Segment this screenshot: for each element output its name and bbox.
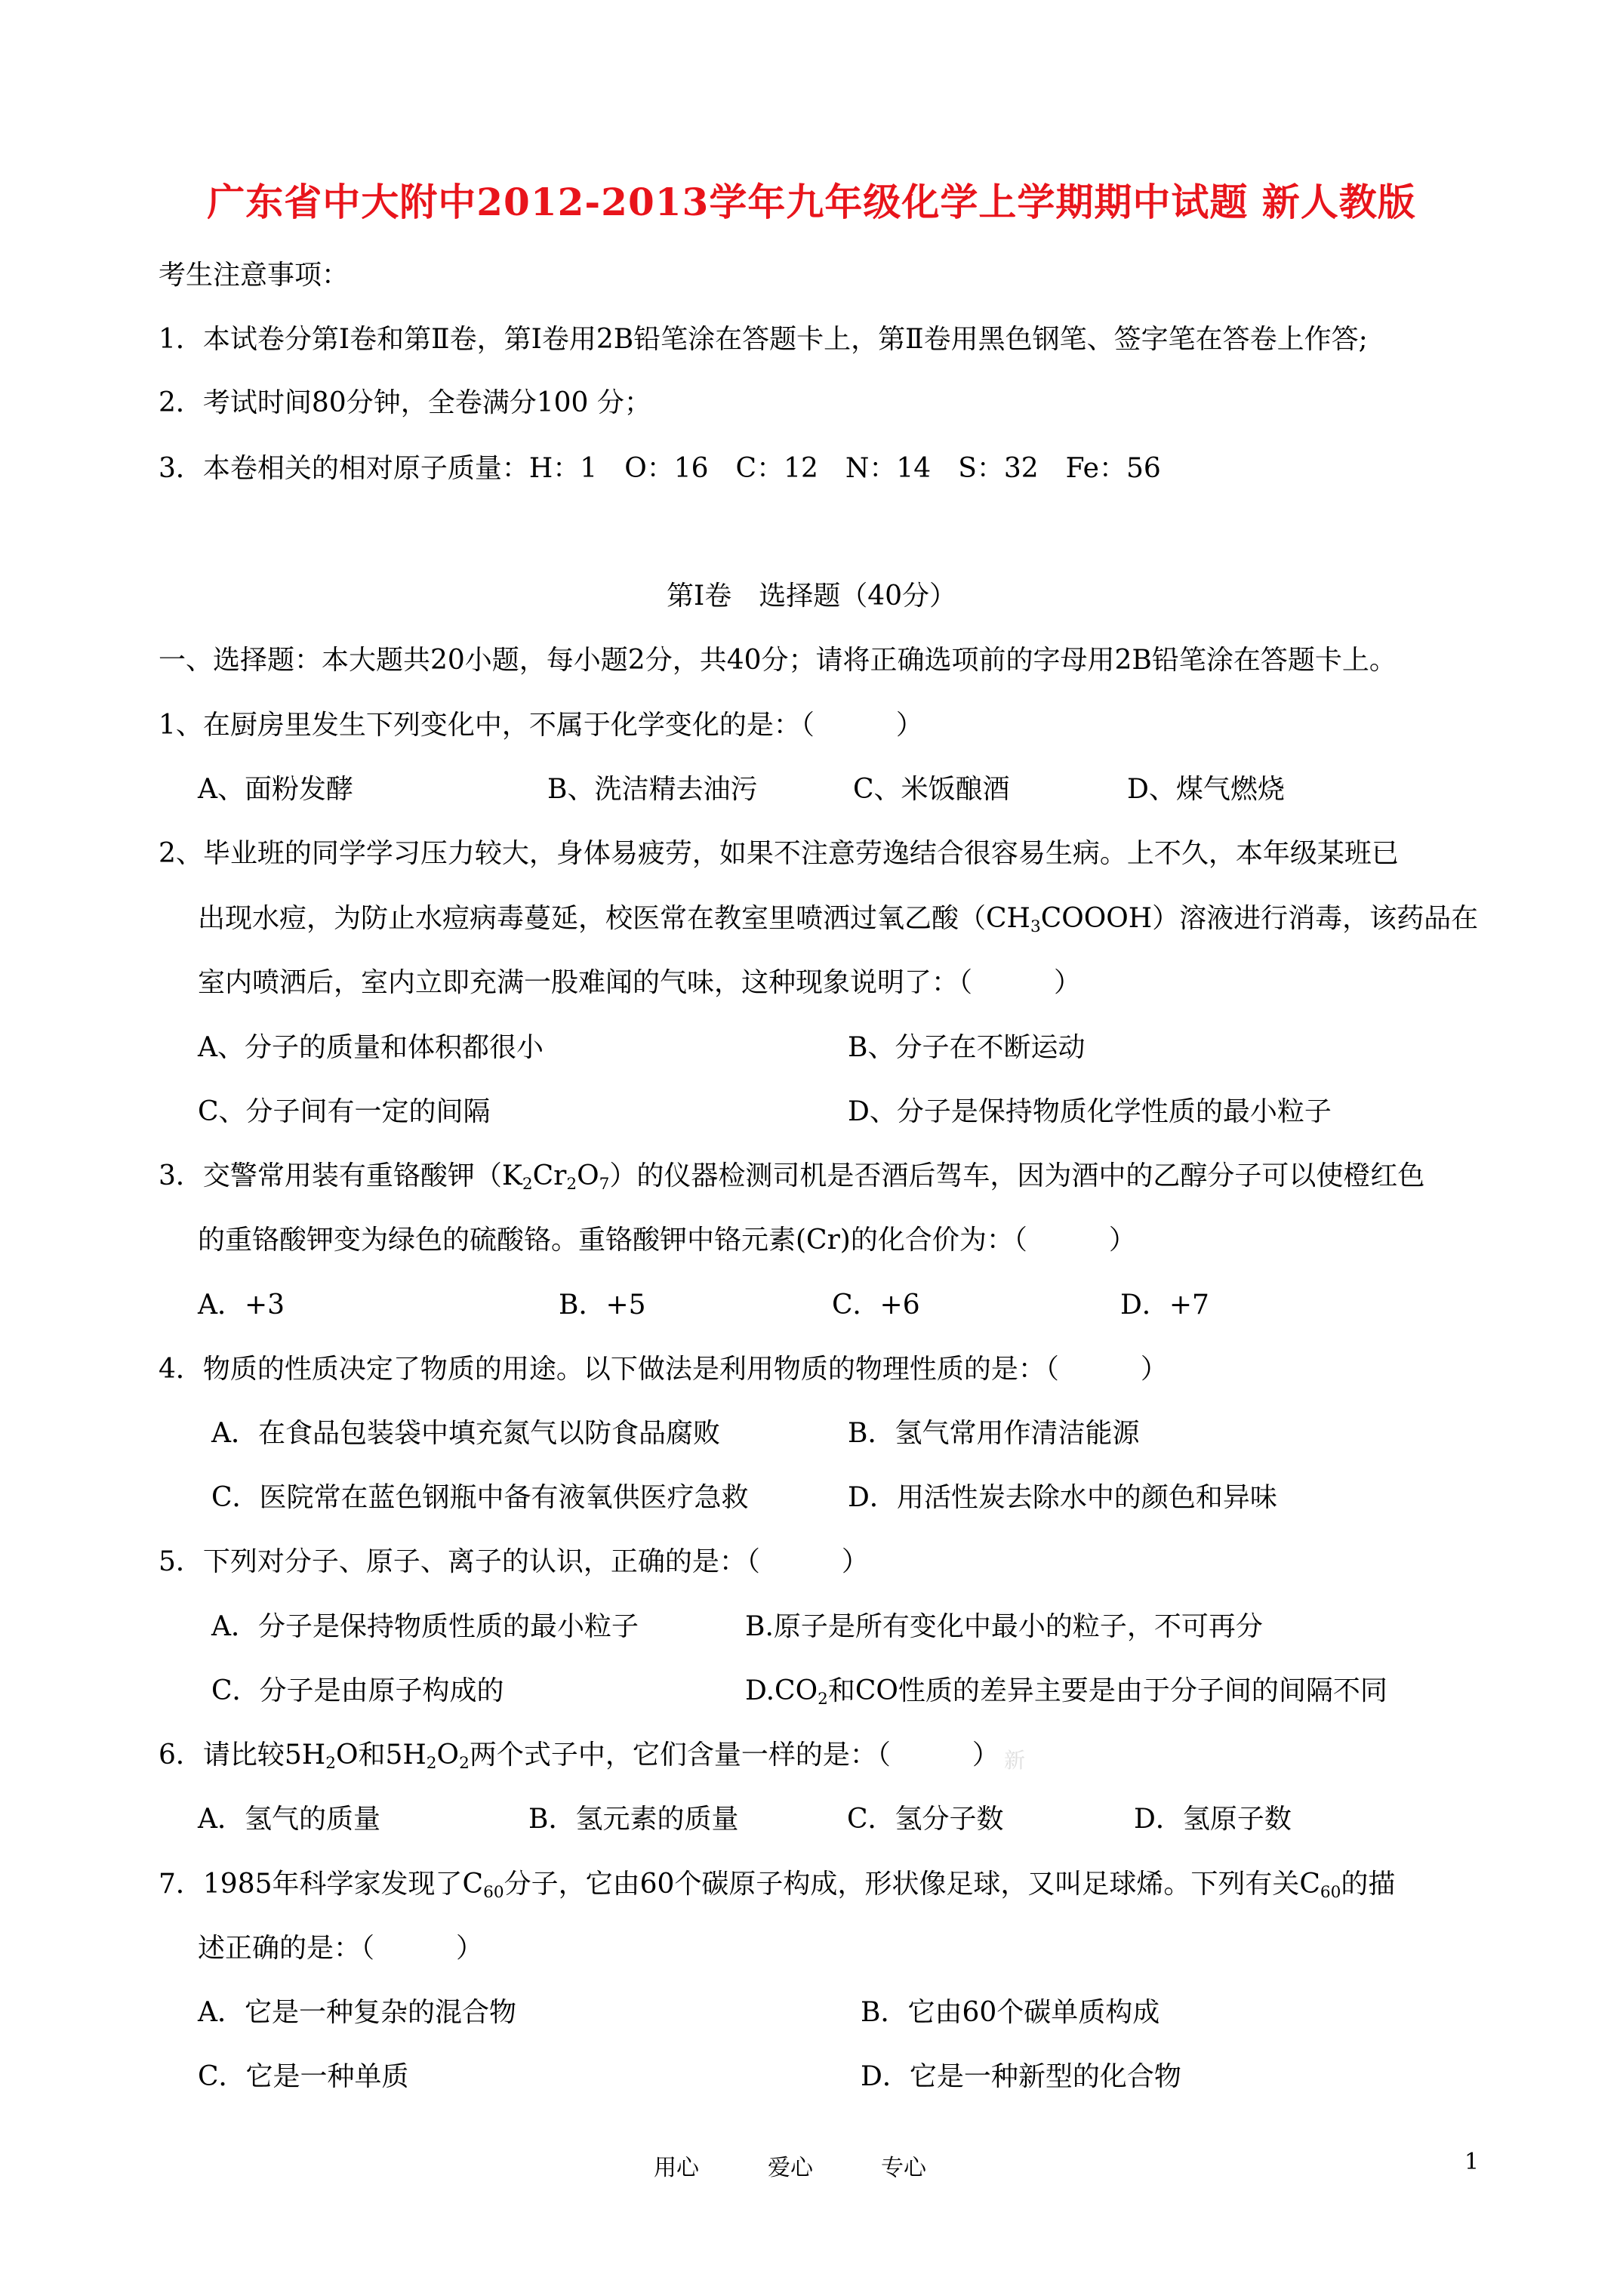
q5-option-b: B.原子是所有变化中最小的粒子，不可再分	[745, 1611, 1263, 1642]
q4-option-d: D．用活性炭去除水中的颜色和异味	[848, 1482, 1277, 1513]
q7-option-a: A．它是一种复杂的混合物	[198, 1997, 516, 2028]
q2-line-1: 2、毕业班的同学学习压力较大，身体易疲劳，如果不注意劳逸结合很容易生病。上不久，本年级某班已	[159, 838, 1399, 869]
q1-option-d: D、煤气燃烧	[1127, 774, 1285, 805]
q1-stem: 1、在厨房里发生下列变化中，不属于化学变化的是：（ ）	[159, 710, 923, 741]
q7-option-b: B．它由60个碳单质构成	[861, 1997, 1160, 2028]
q3-option-a: A．+3	[198, 1290, 285, 1321]
document-title: 广东省中大附中2012-2013学年九年级化学上学期期中试题 新人教版	[207, 180, 1416, 224]
q6-option-d: D．氢原子数	[1134, 1804, 1292, 1835]
q7-line-2: 述正确的是：（ ）	[198, 1933, 484, 1964]
q4-option-c: C．医院常在蓝色钢瓶中备有液氧供医疗急救	[211, 1482, 749, 1513]
q6-stem: 6．请比较$5H_2O$和$5H_2O_2$两个式子中，它们含量一样的是：（ ）	[159, 1740, 999, 1774]
q2-line-3: 室内喷洒后，室内立即充满一股难闻的气味，这种现象说明了：（ ）	[198, 967, 1082, 998]
q4-option-a: A．在食品包装袋中填充氮气以防食品腐败	[211, 1418, 720, 1449]
note-item-2: 2．考试时间80分钟，全卷满分100 分；	[159, 387, 651, 418]
footer-right: 专心	[881, 2155, 926, 2181]
page-number: 1	[1464, 2149, 1480, 2175]
note-item-3: 3．本卷相关的相对原子质量：H：1 O：16 C：12 N：14 S：32 Fe：56	[159, 453, 1161, 484]
q3-line-1: 3．交警常用装有重铬酸钾$(K_2Cr_2O_7)$的仪器检测司机是否酒后驾车，因为酒中的乙醇分子可以使橙红色	[159, 1160, 1425, 1194]
footer-left: 用心	[654, 2155, 699, 2181]
q1-option-a: A、面粉发酵	[198, 774, 353, 805]
q5-option-c: C．分子是由原子构成的	[211, 1675, 504, 1706]
q6-option-b: B．氢元素的质量	[528, 1804, 739, 1835]
q1-option-b: B、洗洁精去油污	[547, 774, 758, 805]
section-instruction: 一、选择题：本大题共20小题，每小题2分，共40分；请将正确选项前的字母用2B铅笔涂在答题卡上。	[159, 645, 1397, 676]
q3-option-c: C．+6	[832, 1290, 920, 1321]
q6-option-c: C．氢分子数	[847, 1804, 1004, 1835]
q3-line-2: 的重铬酸钾变为绿色的硫酸铬。重铬酸钾中铬元素(Cr)的化合价为：（ ）	[198, 1225, 1136, 1256]
q2-option-a: A、分子的质量和体积都很小	[198, 1032, 544, 1063]
q2-option-c: C、分子间有一定的间隔	[198, 1096, 491, 1127]
q3-option-d: D．+7	[1120, 1290, 1209, 1321]
q5-stem: 5．下列对分子、原子、离子的认识，正确的是：（ ）	[159, 1546, 869, 1577]
footer-middle: 爱心	[768, 2155, 813, 2181]
q5-option-a: A．分子是保持物质性质的最小粒子	[211, 1611, 639, 1642]
q7-line-1: 7．1985年科学家发现了$C_{60}$分子，它由60个碳原子构成，形状像足球，又叫足球烯。下列有关$C_{60}$的描	[159, 1869, 1396, 1903]
section-heading: 第Ⅰ卷 选择题（40分）	[666, 581, 957, 612]
q4-option-b: B．氢气常用作清洁能源	[848, 1418, 1140, 1449]
q5-option-d: $D.CO_2$和CO性质的差异主要是由于分子间的间隔不同	[745, 1675, 1387, 1709]
q2-line-2: 出现水痘，为防止水痘病毒蔓延，校医常在教室里喷洒过氧乙酸$(CH_3COOOH)$溶液进行消毒，该药品在	[198, 903, 1479, 937]
q7-option-c: C．它是一种单质	[198, 2061, 409, 2092]
watermark-mark: 新	[1004, 1748, 1026, 1773]
notes-heading: 考生注意事项：	[159, 260, 350, 291]
q3-option-b: B．+5	[559, 1290, 646, 1321]
q7-option-d: D．它是一种新型的化合物	[861, 2061, 1181, 2092]
note-item-1: 1．本试卷分第Ⅰ卷和第Ⅱ卷，第Ⅰ卷用2B铅笔涂在答题卡上，第Ⅱ卷用黑色钢笔、签字笔在答卷上作答;	[159, 324, 1368, 355]
q1-option-c: C、米饭酿酒	[853, 774, 1010, 805]
q2-option-b: B、分子在不断运动	[848, 1032, 1086, 1063]
q2-option-d: D、分子是保持物质化学性质的最小粒子	[848, 1096, 1332, 1127]
q4-stem: 4．物质的性质决定了物质的用途。以下做法是利用物质的物理性质的是：（ ）	[159, 1354, 1168, 1385]
q6-option-a: A．氢气的质量	[198, 1804, 380, 1835]
